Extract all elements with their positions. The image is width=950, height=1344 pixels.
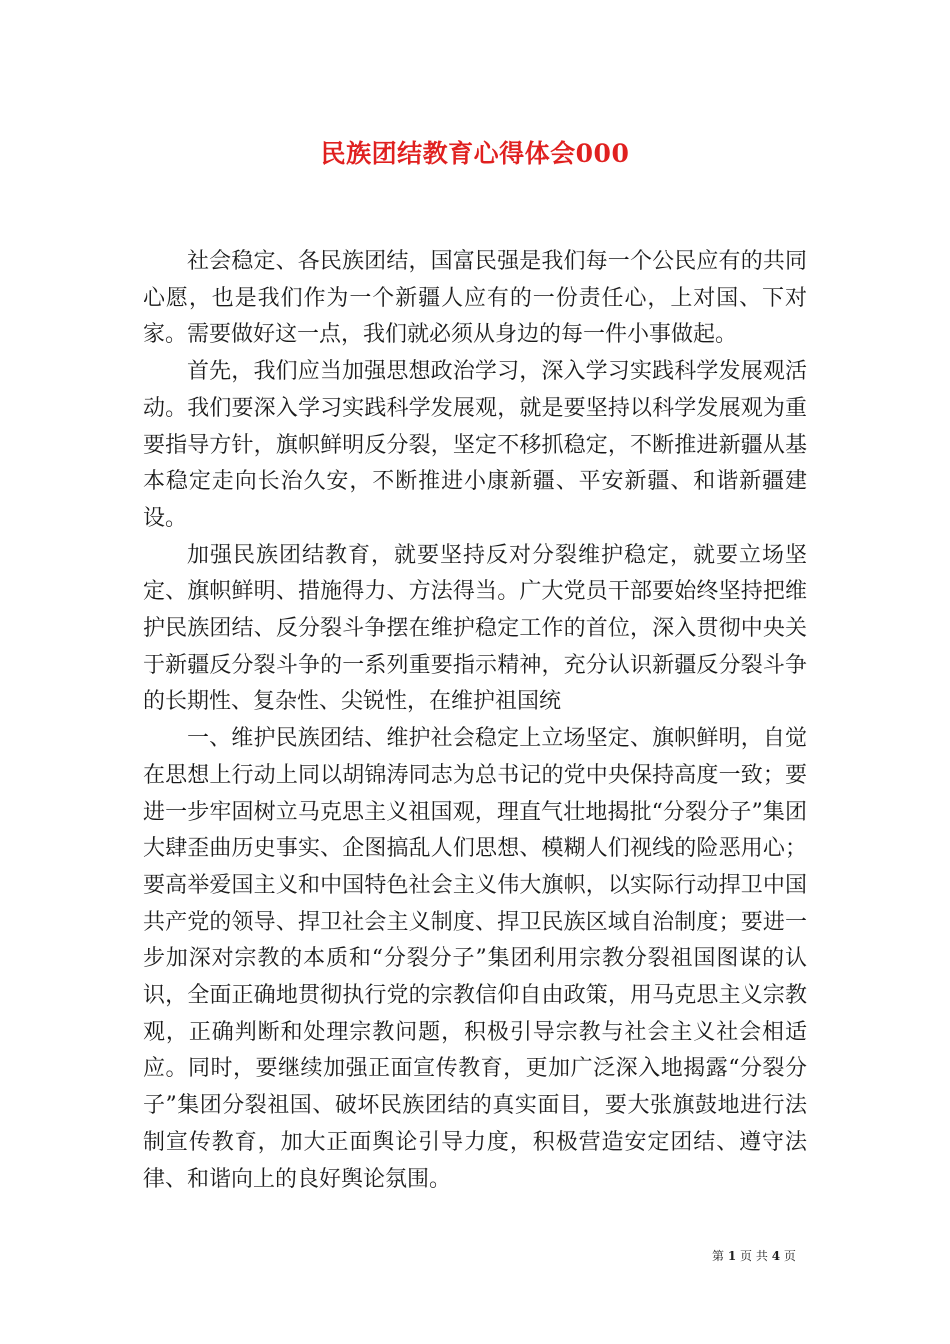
footer-current-page: 1 [727,1249,737,1263]
footer-middle: 页 共 [740,1249,768,1263]
paragraph-3: 加强民族团结教育，就要坚持反对分裂维护稳定，就要立场坚定、旗帜鲜明、措施得力、方法得当。广大党员干部要始终坚持把维护民族团结、反分裂斗争摆在维护稳定工作的首位，深入贯彻中央关于新疆反分裂斗争的一系列重要指示精神，充分认识新疆反分裂斗争的长期性、复杂性、尖锐性，在维护祖国统 [143,542,807,715]
footer-prefix: 第 [712,1249,725,1263]
footer-total-pages: 4 [771,1249,781,1263]
document-title: 民族团结教育心得体会000 [320,139,630,168]
paragraph-1: 社会稳定、各民族团结，国富民强是我们每一个公民应有的共同心愿，也是我们作为一个新疆人应有的一份责任心，上对国、下对家。需要做好这一点，我们就必须从身边的每一件小事做起。 [143,249,807,348]
page-number-footer [712,1247,796,1264]
paragraph-4: 一、维护民族团结、维护社会稳定上立场坚定、旗帜鲜明，自觉在思想上行动上同以胡锦涛同志为总书记的党中央保持高度一致；要进一步牢固树立马克思主义祖国观，理直气壮地揭批“分裂分子”集团大肆歪曲历史事实、企图搞乱人们思想、模糊人们视线的险恶用心；要高举爱国主义和中国特色社会主义伟大旗帜，以实际行动捍卫中国共产党的领导、捍卫社会主义制度、捍卫民族区域自治制度；要进一步加深对宗教的本质和“分裂分子”集团利用宗教分裂祖国图谋的认识，全面正确地贯彻执行党的宗教信仰自由政策，用马克思主义宗教观，正确判断和处理宗教问题，积极引导宗教与社会主义社会相适应。同时，要继续加强正面宣传教育，更加广泛深入地揭露“分裂分子”集团分裂祖国、破坏民族团结的真实面目，要大张旗鼓地进行法制宣传教育，加大正面舆论引导力度，积极营造安定团结、遵守法律、和谐向上的良好舆论氛围。 [143,726,807,1192]
footer-suffix: 页 [783,1249,796,1263]
document-body [143,244,807,1198]
paragraph-2: 首先，我们应当加强思想政治学习，深入学习实践科学发展观活动。我们要深入学习实践科学发展观，就是要坚持以科学发展观为重要指导方针，旗帜鲜明反分裂，坚定不移抓稳定，不断推进新疆从基本稳定走向长治久安，不断推进小康新疆、平安新疆、和谐新疆建设。 [143,359,807,531]
